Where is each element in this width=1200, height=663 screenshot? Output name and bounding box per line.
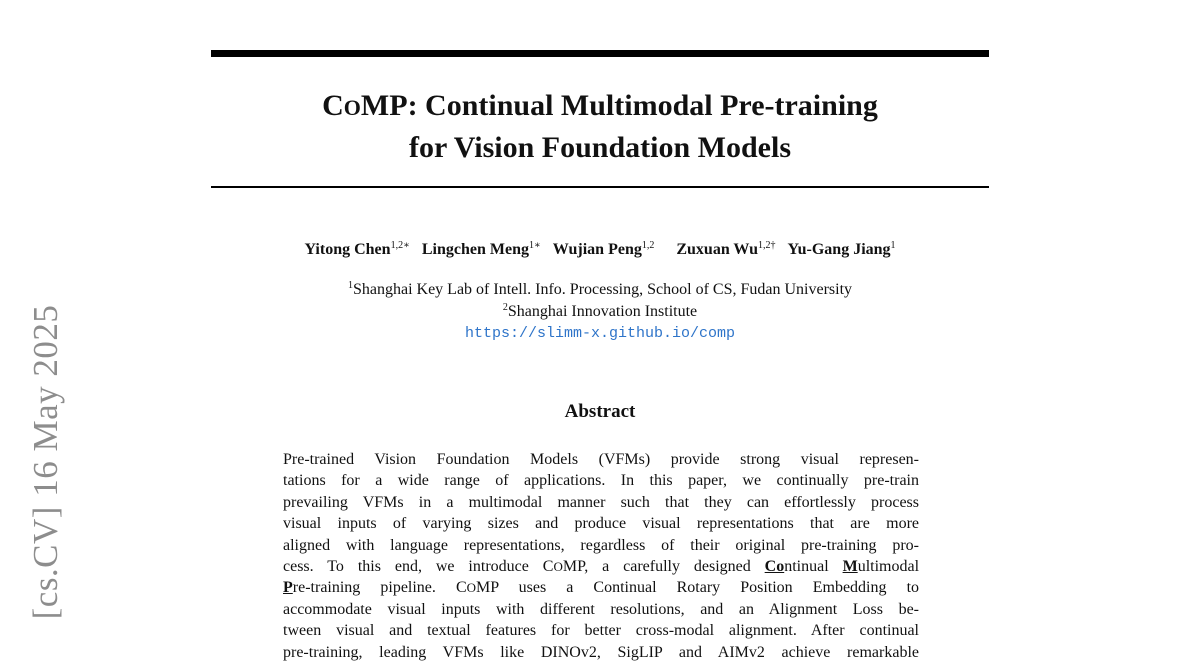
title-line-1 xyxy=(322,89,878,122)
title-small-cap-o: O xyxy=(343,95,361,120)
title-top-rule xyxy=(211,50,989,57)
abstract-line: visual inputs of varying sizes and produce visual representations that are more xyxy=(283,515,919,533)
abstract-line: Pre-training pipeline. COMP uses a Continual Rotary Position Embedding to xyxy=(283,579,920,597)
abstract-heading: Abstract xyxy=(564,401,636,422)
abstract-body xyxy=(283,449,919,663)
abstract-line: prevailing VFMs in a multimodal manner such that they can effortlessly process xyxy=(283,493,919,511)
author: Zuxuan $Wu^{1,2\dagger}$ xyxy=(676,240,776,258)
abstract-line: cess. To this end, we introduce COMP, a carefully designed Continual Multimodal xyxy=(283,557,920,575)
abstract-line: accommodate visual inputs with different resolutions, and an Alignment Loss be- xyxy=(283,600,919,618)
title-line-2: for Vision Foundation Models xyxy=(408,131,792,164)
abstract-line: tween visual and textual features for better cross-modal alignment. After continual xyxy=(283,622,919,640)
affiliation-1: $^1$Shanghai Key Lab of Intell. Info. Processing, School of CS, Fudan University xyxy=(347,280,853,298)
author: Yu-Gang Jiang$^1$ xyxy=(787,240,896,258)
title-c: C xyxy=(322,89,344,122)
abstract-line: aligned with language representations, regardless of their original pre-training pro- xyxy=(283,536,919,554)
abstract-line: tations for a wide range of applications. In this paper, we continually pre-train xyxy=(283,472,919,490)
affiliation-2: $^2$Shanghai Innovation Institute xyxy=(502,302,698,320)
author: Lingchen Meng$^{1∗}$ xyxy=(421,240,541,258)
abstract-line: Pre-trained Vision Foundation Models (VFMs) provide strong visual represen- xyxy=(283,451,919,468)
author: Wujian Peng$^{1,2}$ xyxy=(552,240,655,258)
paper-title xyxy=(211,86,989,168)
author: Yitong Chen$^{1,2∗}$ xyxy=(304,240,410,258)
abstract-line: pre-training, leading VFMs like DINOv2, SigLIP and AIMv2 achieve remarkable xyxy=(283,643,919,661)
arxiv-side-stamp: [cs.CV] 16 May 2025 xyxy=(26,304,65,620)
affiliations xyxy=(211,279,989,345)
project-url[interactable]: https://slimm-x.github.io/comp xyxy=(464,325,736,342)
title-bottom-rule xyxy=(211,186,989,188)
author-list xyxy=(150,241,1050,259)
title-rest: MP: Continual Multimodal Pre-training xyxy=(360,89,878,122)
